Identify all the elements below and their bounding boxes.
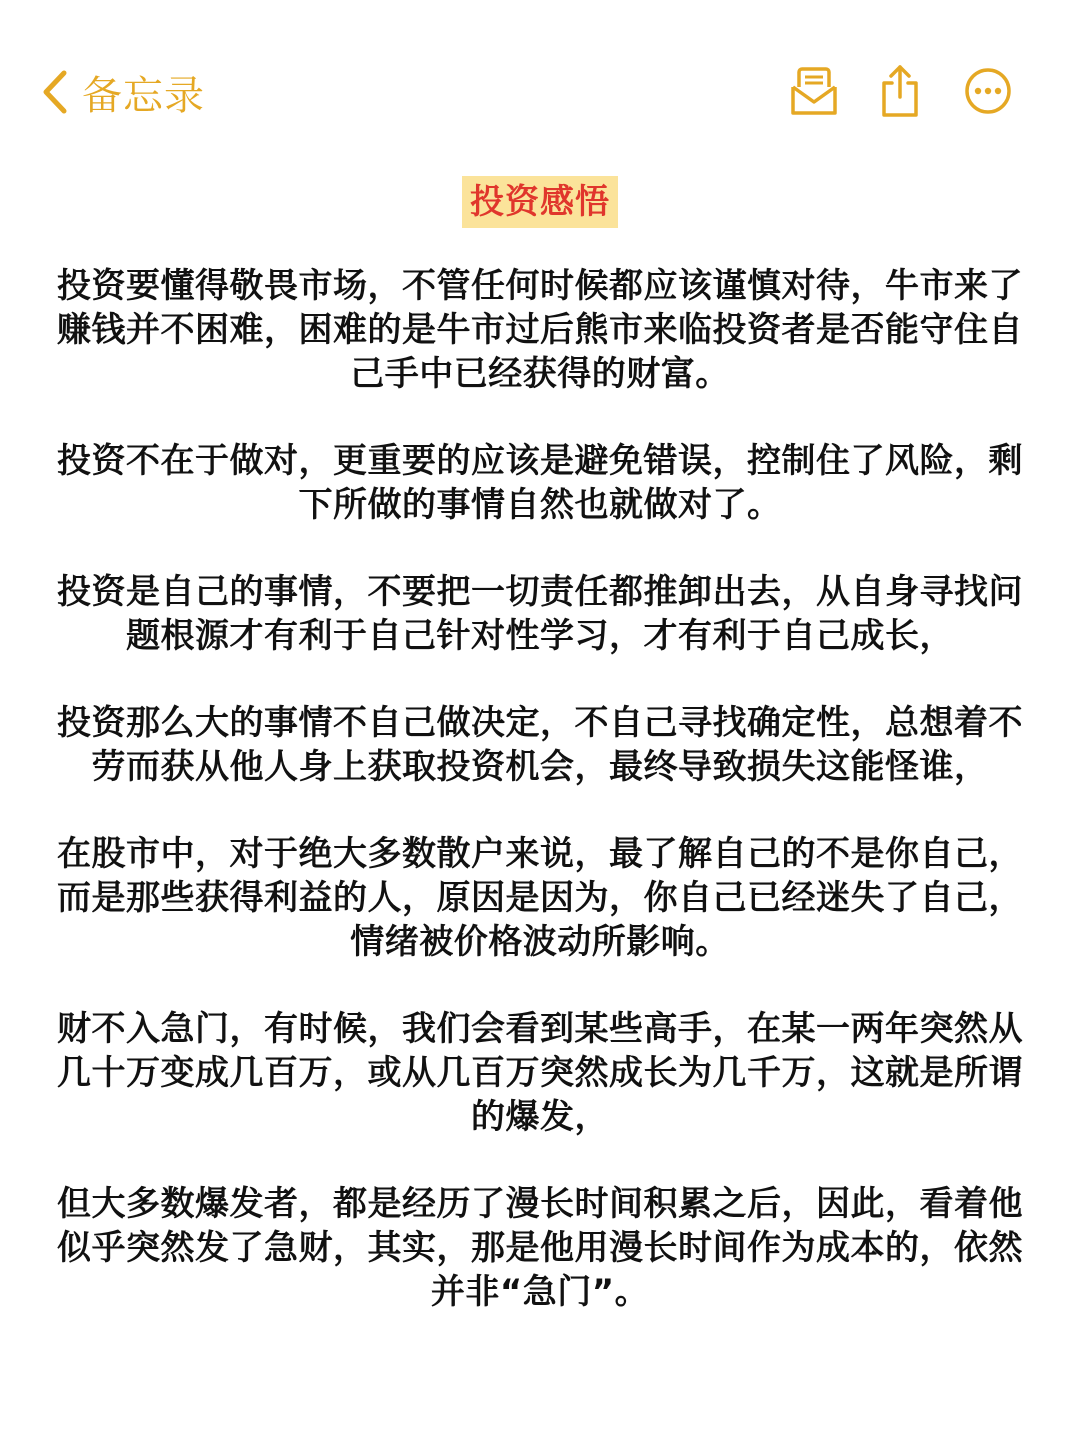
note-paragraph: 投资那么大的事情不自己做决定，不自己寻找确定性，总想着不劳而获从他人身上获取投资机会，最终导致损失这能怪谁， <box>57 703 1023 787</box>
back-button[interactable] <box>40 62 205 122</box>
mail-button[interactable] <box>784 56 844 126</box>
note-paragraph: 在股市中，对于绝大多数散户来说，最了解自己的不是你自己，而是那些获得利益的人，原因是因为，你自己已经迷失了自己，情绪被价格波动所影响。 <box>57 834 1023 962</box>
more-button[interactable] <box>958 56 1018 126</box>
note-paragraph: 投资是自己的事情，不要把一切责任都推卸出去，从自身寻找问题根源才有利于自己针对性学习，才有利于自己成长， <box>57 572 1023 656</box>
note-paragraph: 投资要懂得敬畏市场，不管任何时候都应该谨慎对待，牛市来了赚钱并不困难，困难的是牛市过后熊市来临投资者是否能守住自己手中已经获得的财富。 <box>57 266 1023 394</box>
back-button-label: 备忘录 <box>82 72 205 119</box>
navigation-bar <box>0 56 1080 128</box>
chevron-left-icon <box>40 69 70 115</box>
more-icon <box>963 66 1013 116</box>
share-button[interactable] <box>870 56 930 126</box>
mail-icon <box>789 65 839 117</box>
note-paragraph: 投资不在于做对，更重要的应该是避免错误，控制住了风险，剩下所做的事情自然也就做对了。 <box>57 441 1023 525</box>
note-title: 投资感悟 <box>462 176 618 228</box>
share-icon <box>878 63 922 119</box>
note-paragraph: 但大多数爆发者，都是经历了漫长时间积累之后，因此，看着他似乎突然发了急财，其实，那是他用漫长时间作为成本的，依然并非“急门”。 <box>57 1184 1023 1312</box>
note-title-row <box>40 176 1040 228</box>
note-body[interactable] <box>40 176 1040 1357</box>
note-paragraph: 财不入急门，有时候，我们会看到某些高手，在某一两年突然从几十万变成几百万，或从几百万突然成长为几千万，这就是所谓的爆发， <box>57 1009 1023 1137</box>
